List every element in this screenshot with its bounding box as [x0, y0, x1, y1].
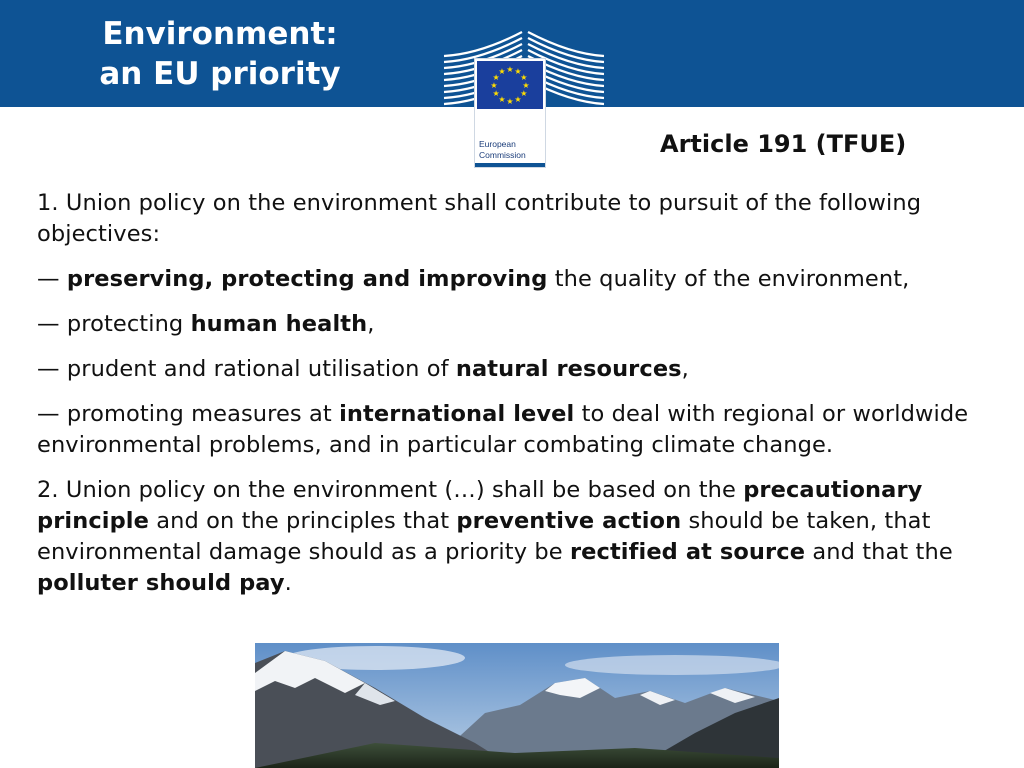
logo-caption	[479, 139, 543, 161]
text-segment: 2. Union policy on the environment (…) shall be based on the	[37, 477, 744, 503]
star-icon: ★	[520, 73, 528, 82]
text-segment: should be taken, that environmental damage should as a priority be	[37, 508, 931, 565]
paragraph-principles	[37, 475, 1017, 599]
rest-text: the quality of the environment,	[547, 266, 910, 292]
title-line-1: Environment:	[102, 16, 338, 52]
article-heading: Article 191 (TFUE)	[660, 130, 907, 158]
title-line-2: an EU priority	[99, 56, 341, 92]
logo-underline	[475, 163, 545, 167]
rest-text: to deal with regional or worldwide environmental problems, and in particular combating climate change.	[37, 401, 969, 458]
text-segment: and that the	[805, 539, 953, 565]
article-body	[37, 188, 1017, 613]
dash-text: — promoting measures at	[37, 401, 340, 427]
bold-phrase: precautionary principle	[37, 477, 923, 534]
rest-text: ,	[367, 311, 375, 337]
mountain-photo	[255, 643, 779, 768]
bold-phrase: preventive action	[456, 508, 682, 534]
paragraph-intro	[37, 188, 1017, 250]
text-segment: and on the principles that	[148, 508, 457, 534]
star-icon: ★	[498, 67, 506, 77]
star-icon: ★	[498, 94, 506, 104]
star-icon: ★	[490, 81, 498, 90]
star-icon: ★	[506, 97, 514, 106]
logo-emblem	[474, 58, 546, 168]
objective-preserving	[37, 264, 1017, 295]
star-icon: ★	[522, 81, 530, 90]
dash-text: —	[37, 266, 67, 292]
bold-phrase: rectified at source	[569, 539, 806, 565]
bold-phrase: human health	[190, 311, 368, 337]
rest-text: ,	[681, 356, 689, 382]
intro-text: 1. Union policy on the environment shall contribute to pursuit of the following objectives:	[37, 190, 922, 247]
objective-resources	[37, 354, 1017, 385]
star-icon: ★	[514, 67, 522, 77]
bold-phrase: natural resources	[455, 356, 682, 382]
objective-international	[37, 399, 1017, 461]
star-icon: ★	[520, 89, 528, 98]
objective-health	[37, 309, 1017, 340]
logo-line-2: Commission	[479, 150, 526, 160]
star-icon: ★	[514, 94, 522, 104]
eu-flag-icon	[477, 61, 543, 109]
bold-phrase: polluter should pay	[37, 570, 285, 596]
european-commission-logo	[440, 28, 610, 160]
star-icon: ★	[506, 65, 514, 74]
slide-title	[0, 14, 440, 94]
dash-text: — protecting	[37, 311, 191, 337]
star-icon: ★	[492, 89, 500, 98]
bold-phrase: preserving, protecting and improving	[66, 266, 548, 292]
logo-line-1: European	[479, 139, 516, 149]
text-segment: .	[284, 570, 292, 596]
bold-phrase: international level	[339, 401, 575, 427]
star-icon: ★	[492, 73, 500, 82]
dash-text: — prudent and rational utilisation of	[37, 356, 456, 382]
